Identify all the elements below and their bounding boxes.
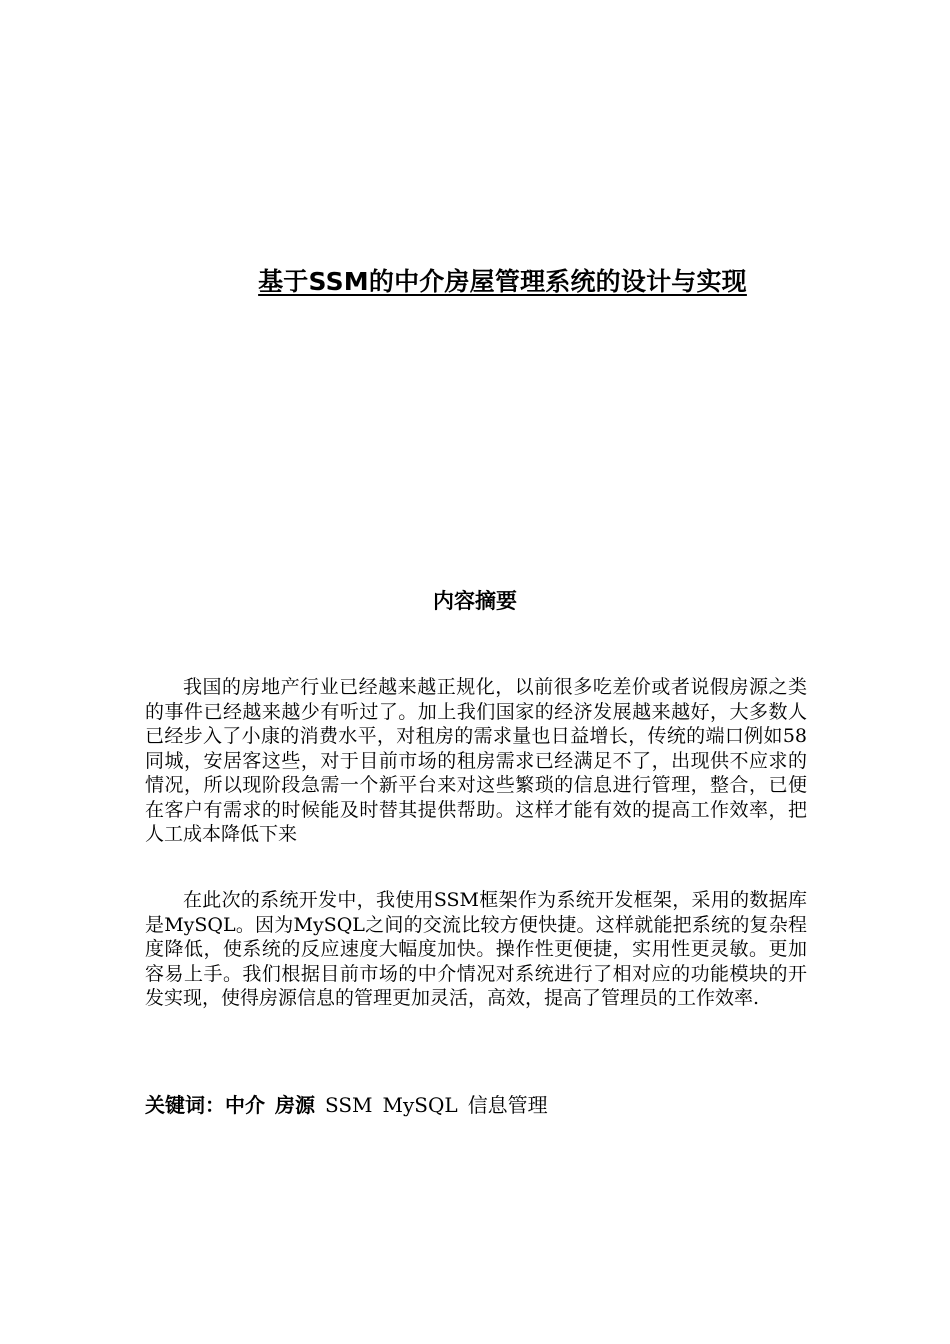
abstract-paragraph-2: 在此次的系统开发中，我使用SSM框架作为系统开发框架，采用的数据库是MySQL。因为MySQL之间的交流比较方便快捷。这样就能把系统的复杂程度降低，使系统的反应速度大幅度加快。操作性更便捷，实用性更灵敏。更加容易上手。我们根据目前市场的中介情况对系统进行了相对应的功能模块的开发实现，使得房源信息的管理更加灵活，高效，提高了管理员的工作效率. bbox=[145, 889, 807, 1009]
abstract-paragraph-1: 我国的房地产行业已经越来越正规化，以前很多吃差价或者说假房源之类的事件已经越来越少有听过了。加上我们国家的经济发展越来越好，大多数人已经步入了小康的消费水平，对租房的需求量也日益增长，传统的端口例如58同城，安居客这些，对于目前市场的租房需求已经满足不了，出现供不应求的情况，所以现阶段急需一个新平台来对这些繁琐的信息进行管理，整合，已便在客户有需求的时候能及时替其提供帮助。这样才能有效的提高工作效率，把人工成本降低下来 bbox=[145, 676, 807, 845]
keyword-item: 信息管理 bbox=[467, 1093, 548, 1117]
keyword-item: SSM bbox=[325, 1093, 373, 1117]
keywords-label: 关键词： bbox=[145, 1093, 225, 1117]
keyword-item: 房源 bbox=[275, 1093, 315, 1117]
keywords-line bbox=[145, 1089, 558, 1118]
keyword-item: MySQL bbox=[382, 1093, 458, 1117]
document-title: 基于SSM的中介房屋管理系统的设计与实现 bbox=[258, 267, 747, 296]
keyword-item: 中介 bbox=[225, 1093, 265, 1117]
abstract-heading: 内容摘要 bbox=[433, 589, 517, 613]
